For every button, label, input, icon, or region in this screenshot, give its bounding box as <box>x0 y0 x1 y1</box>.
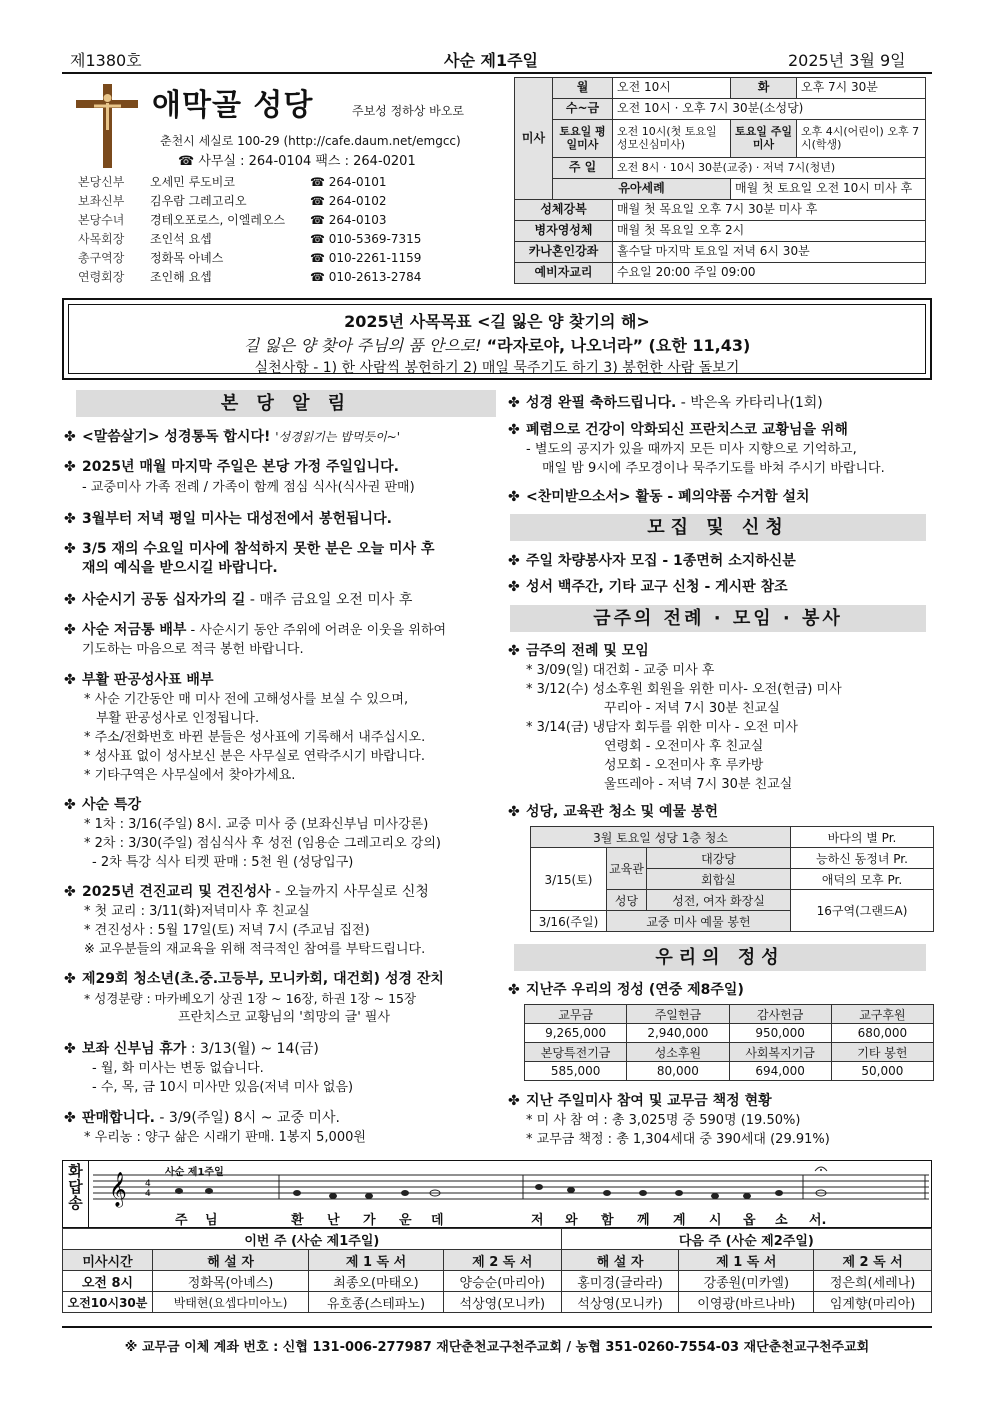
church-address: 춘천시 세실로 100-29 (http://cafe.daum.net/emgcc) <box>160 134 461 148</box>
lyric-syllable: 환 <box>291 1213 304 1228</box>
notice-item: ✤ 사순시기 공동 십자가의 길 - 매주 금요일 오전 미사 후 <box>64 592 413 608</box>
lyric-syllable: 난 <box>327 1213 340 1228</box>
cleaning-place: 교육관 <box>607 848 647 890</box>
psalm-tag: 사순 제1주일 <box>165 1167 224 1178</box>
offering-header: 사회복지기금 <box>729 1043 831 1062</box>
lyric-syllable: 서. <box>809 1213 827 1228</box>
lyric-syllable: 시 <box>709 1213 722 1228</box>
schedule-line: 연령회 - 오전미사 후 친교실 <box>604 739 764 754</box>
notice-detail: * 교무금 책정 : 총 1,304세대 중 390세대 (29.91%) <box>526 1132 830 1147</box>
offering-value: 9,265,000 <box>525 1024 627 1043</box>
cleaning-area: 교중 미사 예물 봉헌 <box>607 911 791 932</box>
offering-value: 694,000 <box>729 1062 831 1081</box>
sacrament-label: 성체강복 <box>515 200 613 221</box>
footer-rule <box>62 1326 932 1328</box>
section-week: 금주의 전례 · 모임 · 봉사 <box>510 605 926 632</box>
notice-detail: * 기타구역은 사무실에서 찾아가세요. <box>84 768 296 783</box>
cleaning-date: 3/15(토) <box>531 848 607 911</box>
offering-value: 50,000 <box>831 1062 933 1081</box>
section-notice: 본 당 알 림 <box>76 390 496 417</box>
offering-header: 주일헌금 <box>627 1005 729 1024</box>
schedule-line: * 3/09(일) 대건회 - 교중 미사 후 <box>526 663 715 678</box>
staff-role: 보좌신부 <box>78 194 125 208</box>
table-row <box>63 1292 932 1313</box>
notice-detail: 매일 밤 9시에 주모경이나 묵주기도를 바쳐 주시기 바랍니다. <box>542 461 885 476</box>
lector-cell: 홍미경(글라라) <box>561 1271 679 1292</box>
sacrament-time: 홀수달 마지막 토요일 저녁 6시 30분 <box>613 242 926 263</box>
notice-item: ✤ 성경 완필 축하드립니다. - 박은옥 카타리나(1회) <box>508 395 823 411</box>
offering-value: 950,000 <box>729 1024 831 1043</box>
staff-row <box>78 229 428 248</box>
staff-row <box>78 172 428 191</box>
notice-detail: 기도하는 마음으로 적극 봉헌 바랍니다. <box>82 642 304 657</box>
notice-detail: 부활 판공성사로 인정됩니다. <box>96 711 260 726</box>
cleaning-area: 회합실 <box>647 869 791 890</box>
notice-item: ✤ 보좌 신부님 휴가 : 3/13(월) ~ 14(금) <box>64 1041 319 1057</box>
mass-time: 오전 8시 · 10시 30분(교중) · 저녁 7시(청년) <box>613 158 926 179</box>
mass-day: 주 일 <box>553 158 613 179</box>
offering-header: 교구후원 <box>831 1005 933 1024</box>
staff-phone: ☎ 010-2261-1159 <box>310 250 422 265</box>
lyric-syllable: 주 <box>175 1213 188 1228</box>
mass-time: 오전 10시(첫 토요일 성모신심미사) <box>613 120 731 158</box>
lector-cell: 최종오(마태오) <box>309 1271 444 1292</box>
cleaning-group: 애덕의 모후 Pr. <box>791 869 934 890</box>
column-header: 제 1 독 서 <box>309 1250 444 1271</box>
mass-time: 오전 10시 · 오후 7시 30분(소성당) <box>613 99 926 120</box>
notice-detail: ※ 교우분들의 재교육을 위해 적극적인 참여를 부탁드립니다. <box>84 942 426 957</box>
staff-name: 조인석 요셉 <box>150 232 212 246</box>
column-header: 제 2 독 서 <box>443 1250 561 1271</box>
mass-label: 미사 <box>515 78 553 200</box>
schedule-line: * 3/14(금) 냉담자 회두를 위한 미사 - 오전 미사 <box>526 720 798 735</box>
column-header: 해 설 자 <box>153 1250 309 1271</box>
staff-phone: ☎ 264-0102 <box>310 193 387 208</box>
notice-item: ✤ 2025년 견진교리 및 견진성사 - 오늘까지 사무실로 신청 <box>64 884 429 900</box>
offering-value: 2,940,000 <box>627 1024 729 1043</box>
week-header: 다음 주 (사순 제2주일) <box>561 1229 931 1250</box>
svg-text:4: 4 <box>145 1189 151 1199</box>
notice-detail: * 첫 교리 : 3/11(화)저녁미사 후 친교실 <box>84 904 310 919</box>
issue-date: 2025년 3월 9일 <box>788 51 906 70</box>
office-contact: ☎ 사무실 : 264-0104 팩스 : 264-0201 <box>178 154 416 169</box>
offering-header: 본당특전기금 <box>525 1043 627 1062</box>
staff-role: 연령회장 <box>78 270 125 284</box>
svg-text:4: 4 <box>145 1179 151 1189</box>
goal-motto: 길 잃은 양 찾아 주님의 품 안으로! <box>243 336 482 355</box>
schedule-line: 꾸리아 - 저녁 7시 30분 친교실 <box>604 701 780 716</box>
section-offering: 우리의 정성 <box>514 944 926 971</box>
notice-detail: - 월, 화 미사는 변동 없습니다. <box>92 1061 264 1076</box>
lector-cell: 유호종(스테파노) <box>309 1292 444 1313</box>
notice-item: ✤ 부활 판공성사표 배부 <box>64 672 214 688</box>
offering-header: 교무금 <box>525 1005 627 1024</box>
notice-detail: * 우리농 : 양구 삶은 시래기 판매. 1봉지 5,000원 <box>84 1130 366 1145</box>
notice-detail: - 교중미사 가족 전례 / 가족이 함께 점심 식사(식사권 판매) <box>82 480 415 495</box>
mass-day: 수~금 <box>553 99 613 120</box>
mass-time: 오후 4시(어린이) 오후 7시(학생) <box>797 120 926 158</box>
offering-value: 585,000 <box>525 1062 627 1081</box>
staff-phone: ☎ 264-0103 <box>310 212 387 227</box>
notice-item: ✤ 주일 차량봉사자 모집 - 1종면허 소지하신분 <box>508 553 796 569</box>
staff-row <box>78 191 428 210</box>
lector-cell: 임계향(마리아) <box>814 1292 932 1313</box>
staff-row <box>78 267 428 286</box>
column-header: 미사시간 <box>63 1250 153 1271</box>
lyric-syllable: 옵 <box>743 1213 756 1228</box>
notice-item: ✤ 사순 저금통 배부 - 사순시기 동안 주위에 어려운 이웃을 위하여 <box>64 622 447 638</box>
table-row <box>63 1271 932 1292</box>
schedule-line: 성모회 - 오전미사 후 루카방 <box>604 758 764 773</box>
lyric-syllable: 소 <box>775 1213 788 1228</box>
notice-detail: * 1차 : 3/16(주일) 8시. 교중 미사 중 (보좌신부님 미사강론) <box>84 817 429 832</box>
notice-detail: * 2차 : 3/30(주일) 점심식사 후 성전 (임용순 그레고리오 강의) <box>84 836 441 851</box>
lyric-syllable: 가 <box>363 1213 376 1228</box>
staff-name: 조인해 요셉 <box>150 270 212 284</box>
offering-header: 감사헌금 <box>729 1005 831 1024</box>
sacrament-time: 매월 첫 토요일 오전 10시 미사 후 <box>731 179 926 200</box>
goal-practice: 실천사항 - 1) 한 사람씩 봉헌하기 2) 매일 묵주기도 하기 3) 봉헌한 사람 돌보기 <box>254 360 740 376</box>
offering-value: 680,000 <box>831 1024 933 1043</box>
lyric-syllable: 데 <box>431 1213 444 1228</box>
notice-detail: * 미 사 참 여 : 총 3,025명 중 590명 (19.50%) <box>526 1113 801 1128</box>
staff-list <box>78 172 428 286</box>
header-rule <box>62 72 932 74</box>
mass-time: 오후 7시 30분 <box>797 78 926 99</box>
notice-detail: * 견진성사 : 5월 17일(토) 저녁 7시 (주교님 집전) <box>84 923 370 938</box>
staff-name: 정화목 아녜스 <box>150 251 224 265</box>
lector-cell: 석상영(모니카) <box>561 1292 679 1313</box>
week-header: 이번 주 (사순 제1주일) <box>63 1229 562 1250</box>
lyric-syllable: 계 <box>673 1213 686 1228</box>
notice-item: ✤ 사순 특강 <box>64 797 141 813</box>
sacrament-time: 매월 첫 목요일 오후 7시 30분 미사 후 <box>613 200 926 221</box>
notice-item: ✤ 성서 백주간, 기타 교구 신청 - 게시판 참조 <box>508 579 788 595</box>
sacrament-label: 카나혼인강좌 <box>515 242 613 263</box>
notice-item-cont: 재의 예식을 받으시길 바랍니다. <box>82 560 278 576</box>
notice-detail: * 사순 기간동안 매 미사 전에 고해성사를 보실 수 있으며, <box>84 692 409 707</box>
notice-detail: * 성사표 없이 성사보신 분은 사무실로 연락주시기 바랍니다. <box>84 749 425 764</box>
mass-time-cell: 오전10시30분 <box>63 1292 153 1313</box>
sacrament-time: 매월 첫 목요일 오후 2시 <box>613 221 926 242</box>
lector-cell: 강종원(미카엘) <box>679 1271 814 1292</box>
lector-cell: 정화목(아녜스) <box>153 1271 309 1292</box>
cleaning-table <box>530 826 934 932</box>
mass-day: 토요일 평일미사 <box>553 120 613 158</box>
notice-item: ✤ 3월부터 저녁 평일 미사는 대성전에서 봉헌됩니다. <box>64 511 392 527</box>
lector-table <box>62 1228 932 1313</box>
lyric-syllable: 함 <box>601 1213 614 1228</box>
lector-cell: 박태현(요셉다미아노) <box>153 1292 309 1313</box>
staff-row <box>78 248 428 267</box>
staff-role: 본당수녀 <box>78 213 125 227</box>
mass-time-cell: 오전 8시 <box>63 1271 153 1292</box>
psalm-label: 화답송 <box>63 1161 89 1227</box>
staff-name: 경테오포로스, 이엘레오스 <box>150 213 286 227</box>
notice-item: ✤ 금주의 전례 및 모임 <box>508 643 649 659</box>
staff-row <box>78 210 428 229</box>
lyric-syllable: 저 <box>531 1213 544 1228</box>
staff-role: 사목회장 <box>78 232 125 246</box>
column-header: 제 1 독 서 <box>679 1250 814 1271</box>
lyric-syllable: 님 <box>205 1213 218 1228</box>
cleaning-area: 대강당 <box>647 848 791 869</box>
column-header: 해 설 자 <box>561 1250 679 1271</box>
goal-title: 2025년 사목목표 <길 잃은 양 찾기의 해> <box>344 312 650 331</box>
sacrament-time: 수요일 20:00 주일 09:00 <box>613 263 926 284</box>
goal-quote: “라자로야, 나오너라” (요한 11,43) <box>486 336 751 355</box>
cleaning-group: 능하신 동정녀 Pr. <box>791 848 934 869</box>
offering-header: 성소후원 <box>627 1043 729 1062</box>
mass-day: 토요일 주일미사 <box>731 120 797 158</box>
cleaning-date: 3/16(주일) <box>531 911 607 932</box>
cleaning-place: 성당 <box>607 890 647 911</box>
cleaning-group: 16구역(그랜드A) <box>791 890 934 932</box>
notice-item: ✤ 폐렴으로 건강이 악화되신 프란치스코 교황님을 위해 <box>508 422 848 438</box>
church-patron: 주보성 정하상 바오로 <box>352 104 464 118</box>
mass-time: 오전 10시 <box>613 78 731 99</box>
notice-item: ✤ <말씀살기> 성경통독 합시다! '성경읽기는 밥먹듯이~' <box>64 429 401 445</box>
sacrament-label: 유아세례 <box>553 179 731 200</box>
notice-item: ✤ 지난주 우리의 정성 (연중 제8주일) <box>508 982 744 998</box>
notice-item: ✤ 3/5 재의 수요일 미사에 참석하지 못한 분은 오늘 미사 후 <box>64 541 435 557</box>
cleaning-header: 3월 토요일 성당 1층 청소 <box>531 827 791 848</box>
lyric-syllable: 께 <box>637 1213 650 1228</box>
sacrament-label: 예비자교리 <box>515 263 613 284</box>
notice-detail: - 수, 목, 금 10시 미사만 있음(저녁 미사 없음) <box>92 1080 354 1095</box>
account-footer: ※ 교무금 이체 계좌 번호 : 신협 131-006-277987 재단춘천교구천주교회 / 농협 351-0260-7554-03 재단춘천교구천주교회 <box>124 1340 870 1355</box>
notice-item: ✤ 지난 주일미사 참여 및 교무금 책정 현황 <box>508 1093 772 1109</box>
lector-cell: 이영광(바르나바) <box>679 1292 814 1313</box>
crucifix-icon <box>72 82 142 168</box>
staff-name: 김우람 그레고리오 <box>150 194 247 208</box>
responsorial-psalm <box>62 1160 932 1228</box>
notice-detail: 프란치스코 교황님의 '희망의 글' 필사 <box>178 1010 391 1025</box>
pastoral-goal-box <box>62 298 932 380</box>
mass-schedule-table <box>514 77 926 284</box>
staff-phone: ☎ 010-2613-2784 <box>310 269 422 284</box>
svg-text:𝄞: 𝄞 <box>109 1172 127 1207</box>
notice-detail: - 2차 특강 식사 티켓 판매 : 5천 원 (성당입구) <box>92 855 354 870</box>
notice-detail: * 성경분량 : 마카베오기 상권 1장 ~ 16장, 하권 1장 ~ 15장 <box>84 991 417 1006</box>
section-recruit: 모집 및 신청 <box>510 514 926 541</box>
staff-phone: ☎ 010-5369-7315 <box>310 231 422 246</box>
notice-item: ✤ 제29회 청소년(초.중.고등부, 모니카회, 대건회) 성경 잔치 <box>64 971 444 987</box>
mass-day: 화 <box>731 78 797 99</box>
issue-number: 제1380호 <box>70 51 142 70</box>
staff-phone: ☎ 264-0101 <box>310 174 387 189</box>
cleaning-group: 바다의 별 Pr. <box>791 827 934 848</box>
notice-item: ✤ <찬미받으소서> 활동 - 폐의약품 수거함 설치 <box>508 489 810 505</box>
notice-detail: * 주소/전화번호 바뀐 분들은 성사표에 기록해서 내주십시오. <box>84 730 426 745</box>
lector-cell: 정은희(세레나) <box>814 1271 932 1292</box>
lector-cell: 석상영(모니카) <box>443 1292 561 1313</box>
offering-value: 80,000 <box>627 1062 729 1081</box>
offering-header: 기타 봉헌 <box>831 1043 933 1062</box>
notice-item: ✤ 성당, 교육관 청소 및 예물 봉헌 <box>508 804 718 820</box>
staff-role: 본당신부 <box>78 175 125 189</box>
notice-detail: - 별도의 공지가 있을 때까지 모든 미사 지향으로 기억하고, <box>526 442 857 457</box>
cleaning-area: 성전, 여자 화장실 <box>647 890 791 911</box>
offering-table <box>524 1004 934 1081</box>
lector-cell: 양승순(마리아) <box>443 1271 561 1292</box>
lyric-syllable: 와 <box>565 1213 578 1228</box>
lyric-syllable: 운 <box>399 1213 412 1228</box>
church-name: 애막골 성당 <box>152 88 314 123</box>
liturgical-season: 사순 제1주일 <box>444 51 538 70</box>
notice-item: ✤ 2025년 매월 마지막 주일은 본당 가정 주일입니다. <box>64 459 399 475</box>
staff-role: 총구역장 <box>78 251 125 265</box>
schedule-line: * 3/12(수) 성소후원 회원을 위한 미사- 오전(헌금) 미사 <box>526 682 842 697</box>
column-header: 제 2 독 서 <box>814 1250 932 1271</box>
notice-item: ✤ 판매합니다. - 3/9(주일) 8시 ~ 교중 미사. <box>64 1110 340 1126</box>
mass-day: 월 <box>553 78 613 99</box>
schedule-line: 울뜨레아 - 저녁 7시 30분 친교실 <box>604 777 793 792</box>
staff-name: 오세민 루도비코 <box>150 175 235 189</box>
sacrament-label: 병자영성체 <box>515 221 613 242</box>
